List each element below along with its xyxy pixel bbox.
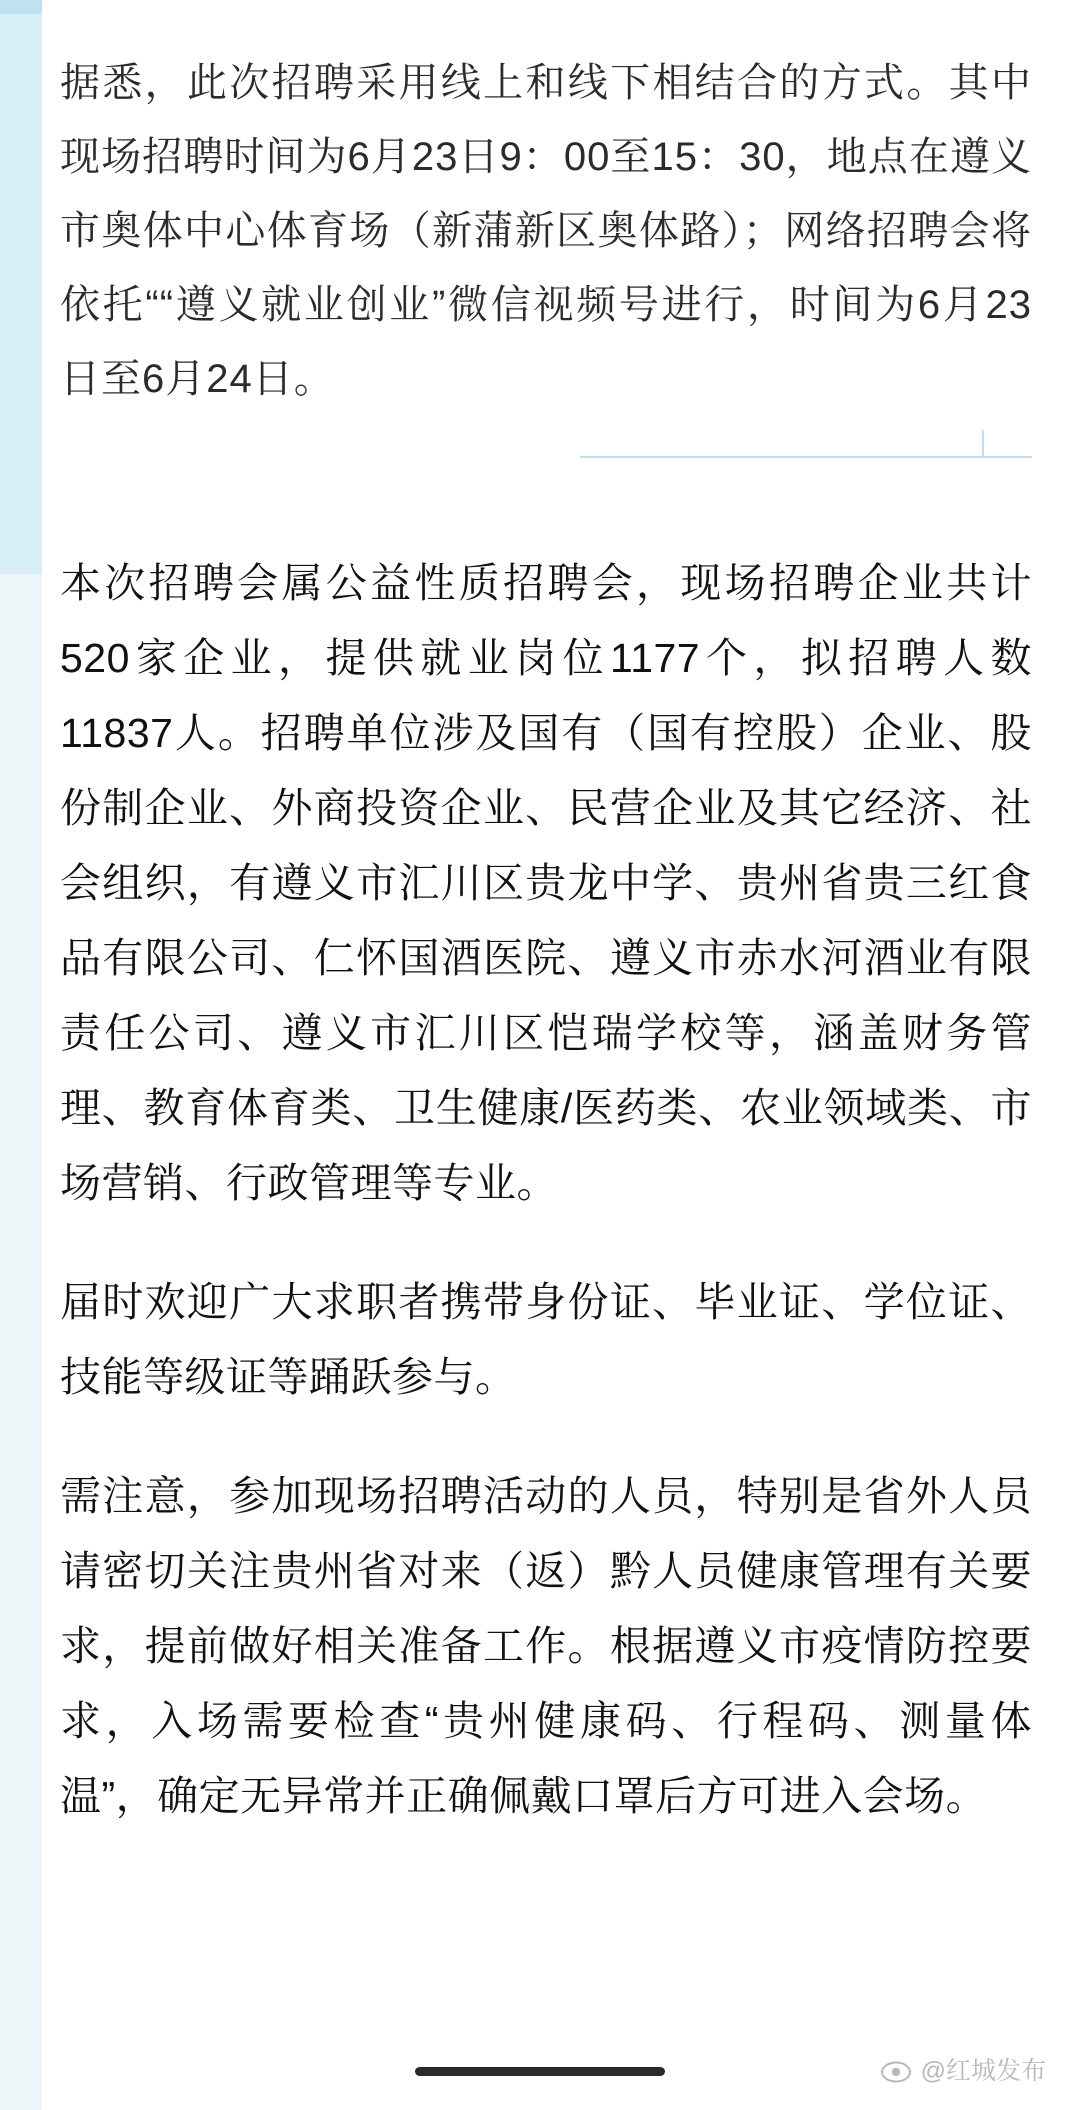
watermark	[881, 2059, 1046, 2084]
watermark-label: @红城发布	[920, 2057, 1046, 2085]
weibo-eye-icon	[881, 2060, 911, 2084]
body-paragraph-1: 本次招聘会属公益性质招聘会，现场招聘企业共计520家企业，提供就业岗位1177个，拟招聘人数11837人。招聘单位涉及国有（国有控股）企业、股份制企业、外商投资企业、民营企业及其它经济、社会组织，有遵义市汇川区贵龙中学、贵州省贵三红食品有限公司、仁怀国酒医院、遵义市赤水河酒业有限责任公司、遵义市汇川区恺瑞学校等，涵盖财务管理、教育体育类、卫生健康/医药类、农业领域类、市场营销、行政管理等专业。	[60, 560, 1032, 1206]
body-paragraph-3: 需注意，参加现场招聘活动的人员，特别是省外人员请密切关注贵州省对来（返）黔人员健康管理有关要求，提前做好相关准备工作。根据遵义市疫情防控要求，入场需要检查“贵州健康码、行程码、测量体温”，确定无异常并正确佩戴口罩后方可进入会场。	[60, 1473, 1032, 1819]
body-paragraph-2: 届时欢迎广大求职者携带身份证、毕业证、学位证、技能等级证等踊跃参与。	[60, 1279, 1032, 1400]
section-spacer	[60, 484, 1032, 546]
quote-end-tick	[982, 430, 984, 458]
home-indicator[interactable]	[415, 2067, 665, 2076]
page-footer	[0, 2014, 1080, 2110]
quote-paragraph: 据悉，此次招聘采用线上和线下相结合的方式。其中现场招聘时间为6月23日9：00至15：30，地点在遵义市奥体中心体育场（新蒲新区奥体路）；网络招聘会将依托““遵义就业创业”微信视频号进行，时间为6月23日至6月24日。	[60, 61, 1032, 401]
quote-underline-rule	[580, 456, 1032, 458]
quote-block	[60, 0, 1032, 484]
